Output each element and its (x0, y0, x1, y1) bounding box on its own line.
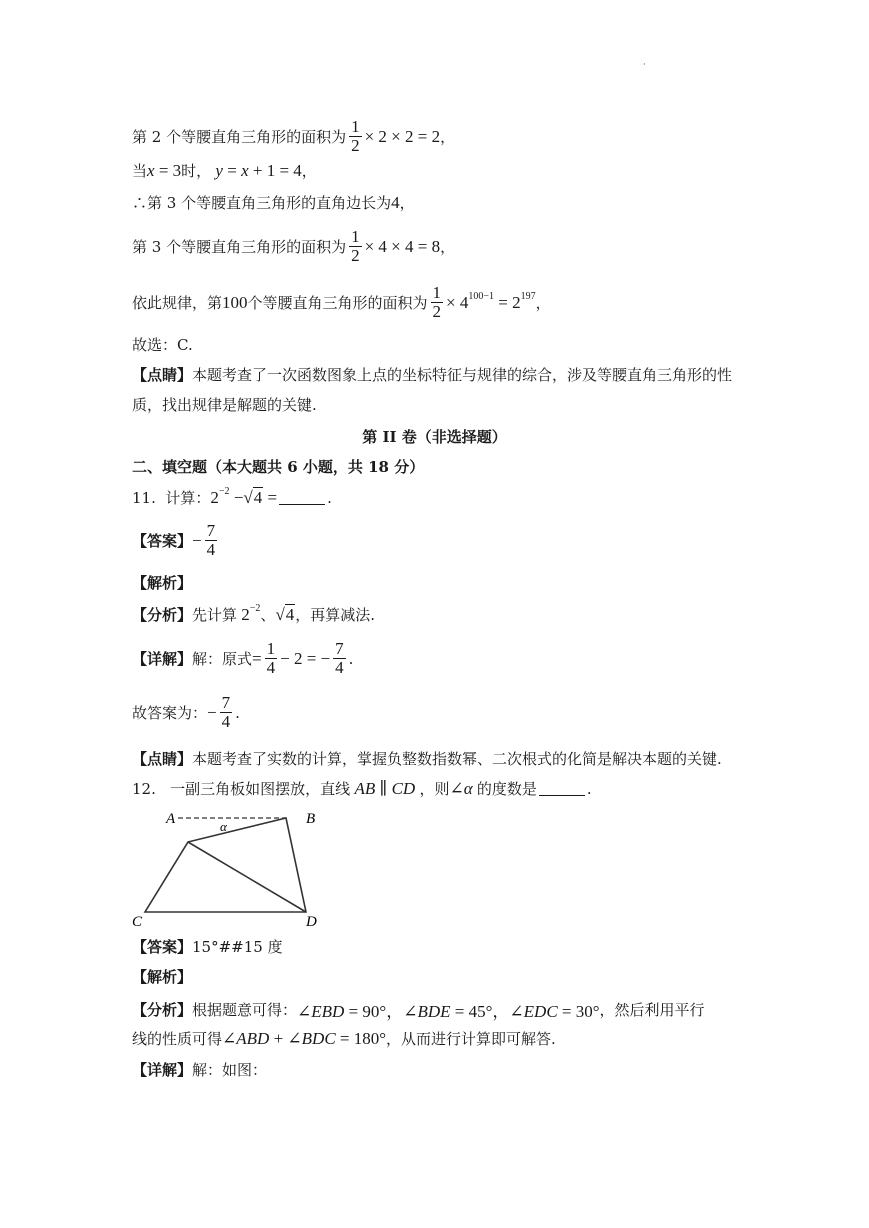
solution-line-1: 第 2 个等腰直角三角形的面积为 $\frac{1}{2}$ × 2 × 2 = 2 ， (132, 117, 456, 155)
q11-analysis-tag: 【解析】 (132, 574, 193, 592)
question-11: 11. 计算： $2^{-2}$ − √ 4 = . (132, 485, 332, 507)
label-c: C (132, 914, 143, 930)
label-alpha: α (220, 819, 227, 834)
label-d: D (306, 914, 317, 930)
section-title: 第 II 卷（非选择题） (362, 428, 507, 446)
q12-answer: 【答案】 15°##15 度 (132, 938, 283, 956)
diagonal-bd (188, 842, 306, 912)
q11-fenxi: 【分析】 先计算 $2^{-2}$ 、 √ 4 ，再算减法. (132, 602, 376, 624)
label-b: B (306, 811, 316, 827)
question-12: 12. 一副三角板如图摆放，直线 AB ∥ CD ，则 ∠α 的度数是 . (132, 778, 592, 798)
q12-analysis-tag: 【解析】 (132, 968, 193, 986)
fraction-half: $\frac{1}{2}$ (351, 117, 360, 155)
solution-line-2: 当 x = 3 时， y = x + 1 = 4 ， (132, 160, 317, 180)
choice-line: 故选：C. (132, 336, 193, 354)
commentary-line-2: 质，找出规律是解题的关键. (132, 396, 317, 414)
solution-line-5: 依此规律，第 100 个等腰直角三角形的面积为 $\frac{1}{2}$ × $4^{100-1} = 2^{197}$ ， (132, 283, 551, 321)
answer-blank (279, 490, 325, 505)
label-a: A (166, 811, 176, 827)
q11-answer-statement: 故答案为： − $\frac{7}{4}$ . (132, 693, 240, 731)
solution-line-4: 第 3 个等腰直角三角形的面积为 $\frac{1}{2}$ × 4 × 4 = 8 ， (132, 227, 456, 265)
solution-line-3: ∴第 3 个等腰直角三角形的直角边长为 4 ， (132, 192, 415, 212)
q11-dianjing: 【点睛】 本题考查了实数的计算，掌握负整数指数幂、二次根式的化简是解决本题的关键. (132, 750, 722, 768)
q11-answer: 【答案】 − $\frac{7}{4}$ (132, 521, 216, 559)
q11-xiangjie: 【详解】 解：原式 = $\frac{1}{4}$ − 2 = − $\frac{7}{4}$ . (132, 639, 354, 677)
page-marker: · (643, 60, 646, 69)
q12-xiangjie: 【详解】 解：如图： (132, 1061, 268, 1079)
q12-fenxi-1: 【分析】 根据题意可得： ∠EBD = 90°，∠BDE = 45°，∠EDC = 30° ，然后利用平行 (132, 1001, 705, 1021)
fill-section-heading: 二、填空题（本大题共 6 小题，共 18 分） (132, 458, 425, 476)
triangle-figure (130, 808, 330, 932)
sqrt-4: √ 4 (243, 488, 263, 507)
q12-fenxi-2: 线的性质可得 ∠ABD + ∠BDC = 180° ，从而进行计算即可解答. (132, 1028, 556, 1048)
commentary-line-1: 【点睛】 本题考查了一次函数图象上点的坐标特征与规律的综合，涉及等腰直角三角形的性 (132, 366, 733, 384)
